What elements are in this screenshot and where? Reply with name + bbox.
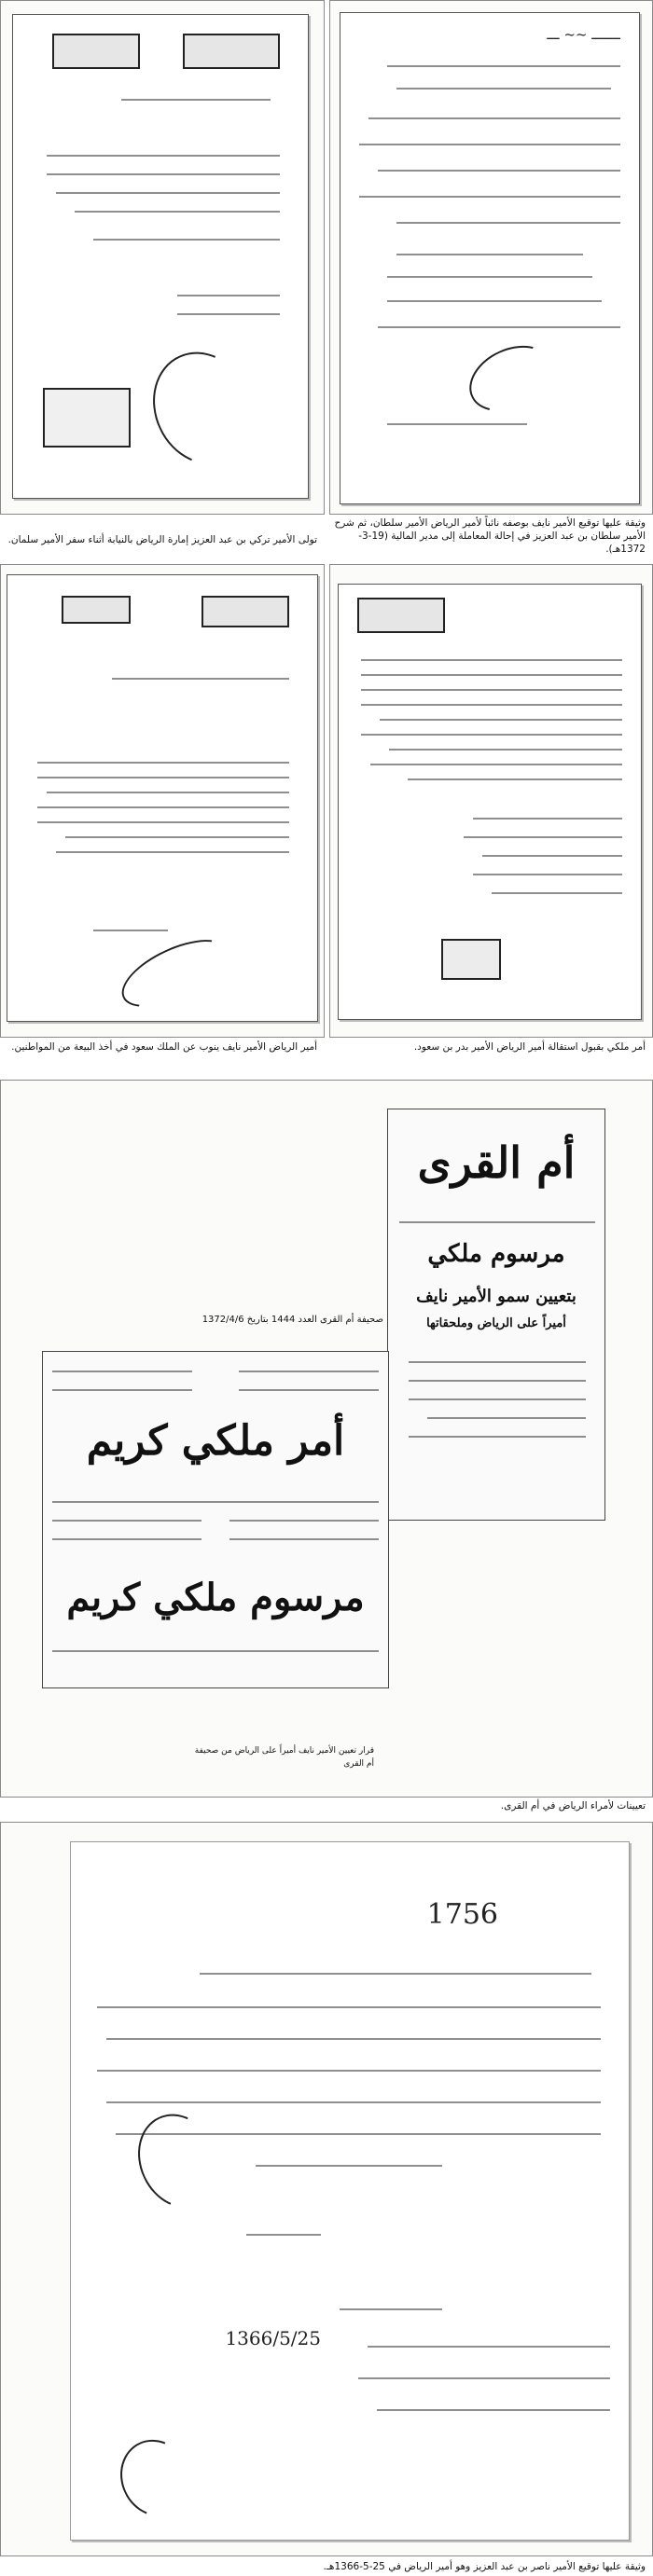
- newspaper-clippings: [0, 1080, 653, 1798]
- headline-royal-order: أمر ملكي كريم: [86, 1417, 345, 1465]
- signature: [108, 2428, 204, 2528]
- caption: تولى الأمير تركي بن عبد العزيز إمارة الرياض بالنيابة أثناء سفر الأمير سلمان.: [7, 534, 317, 545]
- headline-royal-decree: مرسوم ملكي كريم: [66, 1576, 365, 1619]
- letterhead-stamp: [201, 596, 289, 627]
- royal-decree-clipping: [42, 1351, 389, 1688]
- document-photo-2: [0, 0, 325, 515]
- letterhead-stamp: [183, 34, 280, 69]
- document-paper: [340, 12, 640, 504]
- seal-stamp: [43, 388, 131, 448]
- caption: أمر ملكي بقبول استقالة أمير الرياض الأمير بدر بن سعود.: [413, 1041, 646, 1053]
- caption: وثيقة عليها توقيع الأمير نايف بوصفه نائباً لأمير الرياض الأمير سلطان، ثم شرح الأمير سلطان بن عبد العزيز في إحالة المعاملة إلى مدير المالية (19-3-1372هـ).: [334, 517, 646, 555]
- caption: أمير الرياض الأمير نايف ينوب عن الملك سعود في أخذ البيعة من المواطنين.: [11, 1041, 317, 1053]
- letterhead-stamp: [357, 598, 445, 633]
- decree-subtitle-2: أميراً على الرياض وملحقاتها: [426, 1316, 566, 1330]
- issue-line: صحيفة أم القرى العدد 1444 بتاريخ 1372/4/6: [201, 1315, 383, 1325]
- document-paper: [7, 574, 318, 1022]
- document-photo-6: [0, 1822, 653, 2556]
- caption: وثيقة عليها توقيع الأمير ناصر بن عبد العزيز وهو أمير الرياض في 25-5-1366هـ.: [323, 2561, 646, 2572]
- signature: [135, 336, 272, 481]
- letterhead-stamp: [52, 34, 140, 69]
- letterhead-stamp: [62, 596, 131, 624]
- document-paper: [12, 14, 309, 499]
- signature: [459, 333, 563, 424]
- reference-number: 1756: [426, 1898, 498, 1931]
- signature: [123, 2101, 235, 2222]
- clipping-caption: قرار تعيين الأمير نايف أميراً على الرياض من صحيفة أم القرى: [194, 1746, 374, 1769]
- document-photo-3: [329, 564, 653, 1038]
- masthead: أم القرى: [417, 1137, 576, 1188]
- decree-subtitle: بتعيين سمو الأمير نايف: [416, 1287, 577, 1306]
- decree-title: مرسوم ملكي: [427, 1240, 565, 1268]
- date-number: 1366/5/25: [225, 2327, 321, 2349]
- document-paper: [338, 584, 642, 1020]
- seal-stamp: [441, 939, 501, 980]
- caption: تعيينات لأمراء الرياض في أم القرى.: [500, 1800, 646, 1811]
- document-photo-1: [329, 0, 653, 515]
- document-photo-4: [0, 564, 325, 1038]
- handwritten-header: ـــــــ ~~ ـــ: [547, 26, 620, 43]
- document-paper: [70, 1841, 630, 2541]
- umm-al-qura-front: [387, 1109, 605, 1521]
- signature: [112, 926, 238, 1020]
